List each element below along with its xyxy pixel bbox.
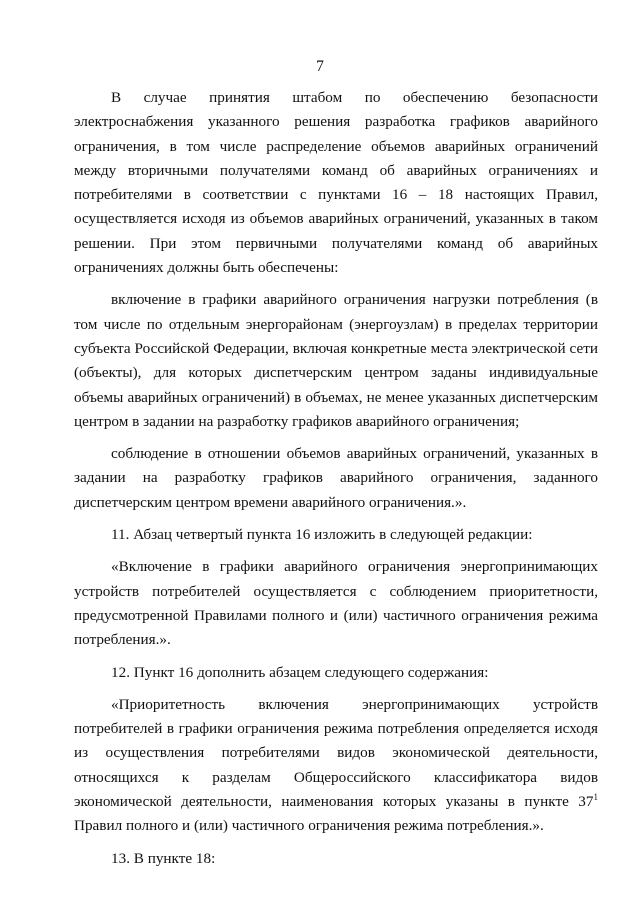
- paragraph-item-11: 11. Абзац четвертый пункта 16 изложить в следующей редакции:: [111, 526, 533, 544]
- paragraph-inclusion-in-schedules: включение в графики аварийного ограничения нагрузки потребления (в том числе по отдельным энергорайонам (энергоузлам) в пределах территории субъекта Российской Федерации, включая конкретные места электрической сети (объекты), для которых диспетчерским центром заданы индивидуальные объемы аварийных ограничений) в объемах, не менее указанных диспетчерским центром в задании на разработку графиков аварийного ограничения;: [74, 291, 598, 430]
- paragraph-item-12-text: [74, 693, 598, 839]
- priority-text: «Приоритетность включения энергопринимающих устройств потребителей в графики ограничения режима потребления определяется исходя из осуществления потребителями видов экономической деятельности, относящихся к разделам Общероссийского классификатора видов экономической деятельности, наименования которых указаны в пункте 37: [74, 695, 598, 811]
- paragraph-item-13: 13. В пункте 18:: [111, 849, 216, 867]
- paragraph-compliance: соблюдение в отношении объемов аварийных ограничений, указанных в задании на разработку графиков аварийного ограничения, заданного диспетчерским центром времени аварийного ограничения.».: [74, 445, 598, 511]
- paragraph-item-12: 12. Пункт 16 дополнить абзацем следующего содержания:: [111, 663, 489, 681]
- paragraph-decision-intro: В случае принятия штабом по обеспечению безопасности электроснабжения указанного решения разработка графиков аварийного ограничения, в том числе распределение объемов аварийных ограничений между вторичными получателями команд об аварийных ограничениях и потребителями в соответствии с пунктами 16 – 18 настоящих Правил, осуществляется исходя из объемов аварийных ограничений, указанных в таком решении. При этом первичными получателями команд об аварийных ограничениях должны быть обеспечены:: [74, 89, 598, 277]
- document-body: [74, 86, 598, 871]
- superscript-marker: 1: [593, 792, 598, 803]
- paragraph-item-11-text: «Включение в графики аварийного ограничения энергопринимающих устройств потребителей осуществляется с соблюдением приоритетности, предусмотренной Правилами полного и (или) частичного ограничения режима потребления.».: [74, 558, 598, 649]
- page-number: 7: [316, 58, 324, 75]
- priority-text-tail: Правил полного и (или) частичного ограничения режима потребления.».: [74, 817, 544, 835]
